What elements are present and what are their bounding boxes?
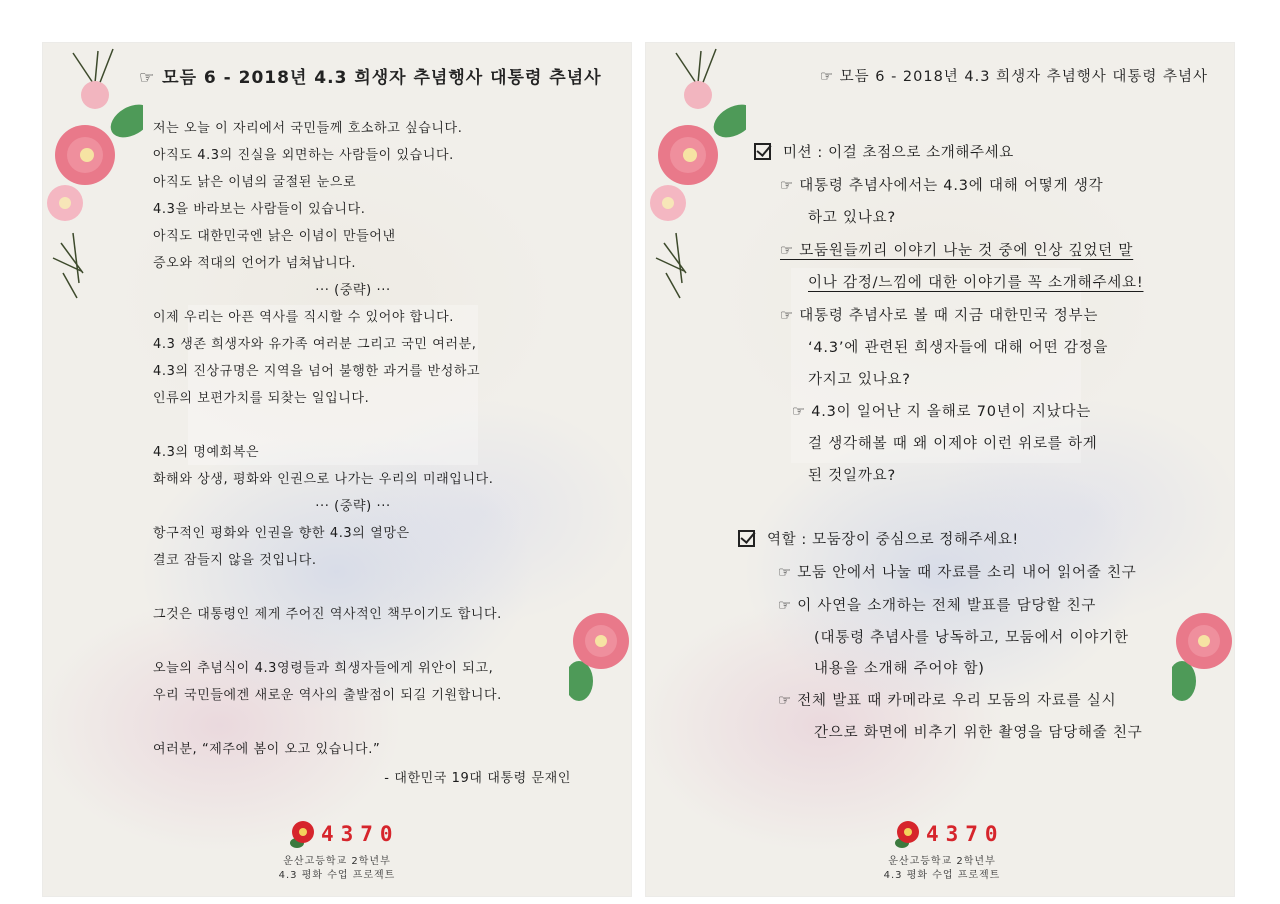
role-line: ☞ 모둠 안에서 나눌 때 자료를 소리 내어 읽어줄 친구: [778, 565, 1137, 581]
school-credit: [237, 855, 437, 883]
speech-line: 우리 국민들에겐 새로운 역사의 출발점이 되길 기원합니다.: [153, 688, 502, 703]
speech-line: 4.3의 명예회복은: [153, 445, 260, 460]
mission-line: 걸 생각해볼 때 왜 이제야 이런 위로를 하게: [808, 436, 1098, 452]
mission-line: ☞ 4.3이 일어난 지 올해로 70년이 지났다는: [792, 404, 1092, 420]
logo-number: 4370: [926, 822, 1005, 846]
page-title: ☞ 모듬 6 - 2018년 4.3 희생자 추념행사 대통령 추념사: [820, 69, 1209, 85]
role-line: 내용을 소개해 주어야 함): [814, 661, 985, 677]
project-logo: [289, 819, 400, 849]
mission-line: 하고 있나요?: [808, 210, 896, 226]
speech-line: 4.3을 바라보는 사람들이 있습니다.: [153, 202, 366, 217]
speech-line: 4.3 생존 희생자와 유가족 여러분 그리고 국민 여러분,: [153, 337, 477, 352]
speech-line: 여러분, “제주에 봄이 오고 있습니다.”: [153, 742, 381, 757]
mission-line: ☞ 대통령 추념사에서는 4.3에 대해 어떻게 생각: [780, 178, 1104, 194]
mission-line: 가지고 있나요?: [808, 372, 911, 388]
mission-title: 미션 : 이걸 초점으로 소개해주세요: [783, 145, 1014, 161]
speech-line: 화해와 상생, 평화와 인권으로 나가는 우리의 미래입니다.: [153, 472, 494, 487]
speech-line: 이제 우리는 아픈 역사를 직시할 수 있어야 합니다.: [153, 310, 455, 325]
role-line: 간으로 화면에 비추기 위한 촬영을 담당해줄 친구: [814, 725, 1143, 741]
role-title: 역할 : 모둠장이 중심으로 정해주세요!: [767, 532, 1019, 548]
logo-number: 4370: [321, 822, 400, 846]
camellia-flower-icon: [289, 819, 315, 849]
speech-line: 저는 오늘 이 자리에서 국민들께 호소하고 싶습니다.: [153, 121, 463, 136]
project-logo: [894, 819, 1005, 849]
omission-mark: ··· (중략) ···: [315, 499, 391, 514]
camellia-flower-icon: [646, 43, 746, 303]
speech-line: 증오와 적대의 언어가 넘쳐납니다.: [153, 256, 357, 271]
mission-line: ‘4.3’에 관련된 희생자들에 대해 어떤 감정을: [808, 340, 1109, 356]
omission-mark: ··· (중략) ···: [315, 283, 391, 298]
role-line: (대통령 추념사를 낭독하고, 모둠에서 이야기한: [814, 630, 1129, 646]
mission-heading: [754, 141, 1014, 162]
role-line: ☞ 이 사연을 소개하는 전체 발표를 담당할 친구: [778, 598, 1097, 614]
speech-line: 항구적인 평화와 인권을 향한 4.3의 열망은: [153, 526, 410, 541]
school-name: 운산고등학교 2학년부: [283, 856, 391, 867]
role-line: ☞ 전체 발표 때 카메라로 우리 모둠의 자료를 실시: [778, 693, 1117, 709]
speech-line: 4.3의 진상규명은 지역을 넘어 불행한 과거를 반성하고: [153, 364, 481, 379]
school-credit: [842, 855, 1042, 883]
speech-line: 오늘의 추념식이 4.3영령들과 희생자들에게 위안이 되고,: [153, 661, 494, 676]
mission-line: ☞ 대통령 추념사로 볼 때 지금 대한민국 정부는: [780, 308, 1099, 324]
project-name: 4.3 평화 수업 프로젝트: [278, 870, 396, 881]
mission-line: ☞ 모둠원들끼리 이야기 나눈 것 중에 인상 깊었던 말: [780, 243, 1134, 259]
role-heading: [738, 528, 1019, 549]
speech-line: 그것은 대통령인 제게 주어진 역사적인 책무이기도 합니다.: [153, 607, 502, 622]
mission-line: 이나 감정/느낌에 대한 이야기를 꼭 소개해주세요!: [808, 275, 1144, 291]
right-page: [646, 43, 1234, 896]
speech-line: 아직도 4.3의 진실을 외면하는 사람들이 있습니다.: [153, 148, 454, 163]
left-page: [43, 43, 631, 896]
speech-line: 아직도 대한민국엔 낡은 이념이 만들어낸: [153, 229, 396, 244]
speech-line: 아직도 낡은 이념의 굴절된 눈으로: [153, 175, 357, 190]
speech-line: 인류의 보편가치를 되찾는 일입니다.: [153, 391, 370, 406]
speech-line: 결코 잠들지 않을 것입니다.: [153, 553, 317, 568]
mission-line: 된 것일까요?: [808, 468, 896, 484]
signature: - 대한민국 19대 대통령 문재인: [384, 771, 571, 786]
checkbox-checked-icon: [754, 143, 771, 160]
project-name: 4.3 평화 수업 프로젝트: [883, 870, 1001, 881]
camellia-flower-icon: [894, 819, 920, 849]
school-name: 운산고등학교 2학년부: [888, 856, 996, 867]
checkbox-checked-icon: [738, 530, 755, 547]
camellia-flower-icon: [1172, 601, 1234, 701]
camellia-flower-icon: [569, 601, 631, 701]
page-title: ☞ 모듬 6 - 2018년 4.3 희생자 추념행사 대통령 추념사: [139, 68, 602, 88]
camellia-flower-icon: [43, 43, 143, 303]
